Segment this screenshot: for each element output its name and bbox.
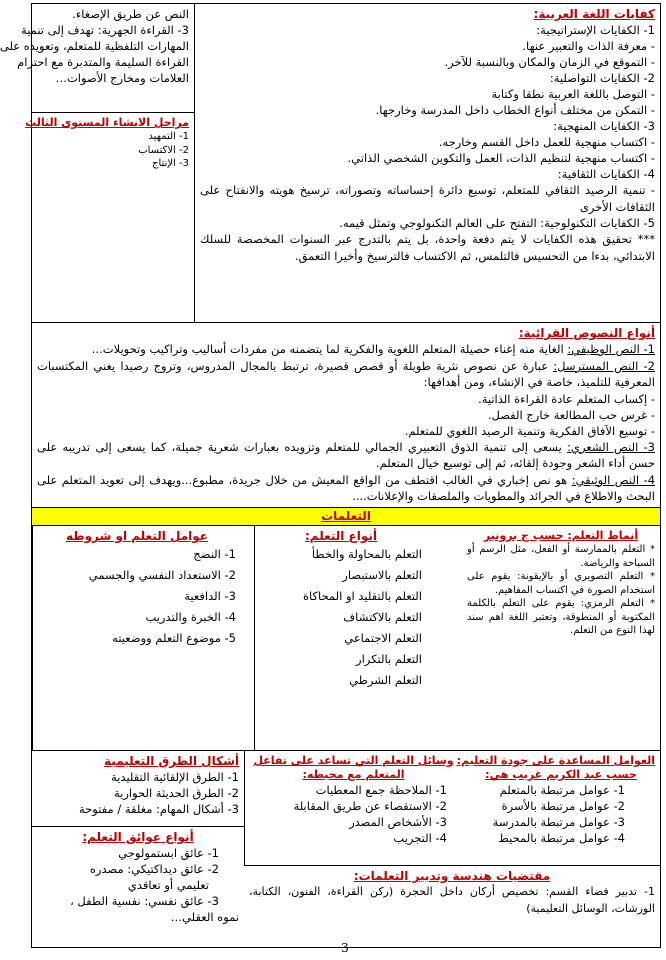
quality-item: 2- عوامل مرتبطة بالأسرة bbox=[501, 799, 625, 813]
learning-factors-column bbox=[32, 526, 254, 750]
note-text: *** تحقيق هذه الكفايات لا يتم دفعة واحدة، بل يتم بالتدرج عبر السنوات المخصصة للسلك الابتدائي، بدءا من التحسيس فالتلمس، ثم الاكتساب فالترسيخ وأخيرا التعمق. bbox=[200, 232, 655, 263]
learning-styles-title: أنماط التعلم: حسب ج برونير bbox=[483, 529, 639, 542]
learning-style-item: * التعلم الرمزي: يقوم على التعلم بالكلمة المكتوبة أو المنطوقة، وتعتبر اللغة اهم سند لهذا النوع من التعلم. bbox=[467, 598, 655, 636]
learning-type-item: التعلم بالاكتشاف bbox=[343, 610, 422, 624]
method-item: 1- الطرق الإلقائية التقليدية bbox=[111, 770, 239, 784]
means-item: 3- الأشخاص المصدر bbox=[349, 815, 447, 829]
documentary-text-label: 4- النص الوثيقي: bbox=[571, 472, 656, 487]
continuous-text-label: 2- النص المسترسل: bbox=[553, 358, 655, 373]
learnings-band: التعلمات bbox=[32, 508, 660, 526]
competency-line: 3- الكفايات المنهجية: bbox=[553, 119, 655, 133]
text-line: 3- القراءة الجهرية: تهدف إلى تنمية bbox=[21, 23, 189, 37]
stage-item: 2- الاكتساب bbox=[138, 144, 189, 156]
means-subtitle: المتعلم مع محيطه: bbox=[302, 768, 405, 781]
poetic-text-label: 3- النص الشعري: bbox=[567, 439, 655, 454]
poetic-text-desc: يسعى إلى تنمية الذوق التعبيري الجمالي للمتعلم وتزويده بعبارات شعرية جميلة، كما يسعى إلى تدريبه على حسن أداء الشعر وجودة إلقائه، ثم إلى توسيع خيال المتعلم. bbox=[37, 439, 655, 470]
obstacle-item: تعليمي أو تعاقدي bbox=[127, 878, 209, 892]
text-line: النص عن طريق الإصغاء. bbox=[72, 7, 189, 21]
functional-text-desc: الغاية منه إغناء حصيلة المتعلم اللغوية والفكرية لما يتضمنه من مفردات أساليب وتراكيب وتحويلات... bbox=[91, 342, 564, 356]
competency-line: - التمكن من مختلف أنواع الخطاب داخل المدرسة وخارجها. bbox=[375, 103, 655, 117]
learning-type-item: التعلم بالتقليد او المحاكاة bbox=[303, 589, 422, 603]
learning-factor-item: 4- الخبرة والتدريب bbox=[145, 610, 236, 624]
text-line: المهارات التلفظية للمتعلم، وتعويده على bbox=[0, 39, 189, 53]
text-line: القراءة السليمة والمتدبرة مع احترام bbox=[17, 55, 189, 69]
competencies-title: كفايات اللغة العربية: bbox=[533, 7, 655, 21]
means-title: وسائل التعلم التي تساعد على تفاعل bbox=[253, 754, 454, 767]
stage-item: 1- التمهيد bbox=[148, 131, 189, 142]
goal-item: - توسيع الآفاق الفكرية وتنمية الرصيد اللغوي للمتعلم. bbox=[404, 423, 655, 438]
learning-factors-title: عوامل التعلم او شروطه bbox=[66, 529, 208, 543]
learning-factor-item: 5- موضوع التعلم ووضعيته bbox=[112, 631, 236, 645]
obstacles-title: أنواع عوائق التعلم: bbox=[82, 830, 194, 844]
bottom-left-block bbox=[31, 751, 244, 947]
methods-box bbox=[32, 751, 244, 827]
quality-item: 3- عوامل مرتبطة بالمدرسة bbox=[492, 815, 625, 829]
method-item: 3- أشكال المهام: مغلقة / مفتوحة bbox=[79, 802, 239, 816]
stages-title: مراحل الانشاء المستوى الثالث bbox=[25, 116, 189, 129]
competency-line: - اكتساب منهجية لتنظيم الذات، العمل والتكوين الشخصي الذاتي. bbox=[347, 151, 655, 165]
quality-title: العوامل المساعدة على جودة التعليم: bbox=[456, 754, 655, 767]
competency-line: 1- الكفايات الإستراتيجية: bbox=[536, 23, 655, 37]
means-item: 2- الاستقصاء عن طريق المقابلة bbox=[293, 799, 447, 813]
competencies-column bbox=[194, 4, 660, 322]
learning-types-column bbox=[254, 526, 462, 750]
engineering-box bbox=[244, 866, 660, 947]
learning-means-box bbox=[244, 751, 462, 865]
learning-styles-column bbox=[462, 526, 660, 750]
tech-line: 5- الكفايات التكنولوجية: التفتح على العالم التكنولوجي وتمثل قيمه. bbox=[339, 216, 655, 230]
text-types-body bbox=[32, 323, 660, 507]
obstacle-item: 3- عائق نفسي: نفسية الطفل ، bbox=[70, 894, 219, 908]
learning-type-item: التعلم بالتكرار bbox=[356, 652, 422, 666]
bottom-section bbox=[32, 751, 660, 947]
text-types-section bbox=[32, 323, 660, 508]
culture-text: - تنمية الرصيد الثقافي للمتعلم، توسيع دائرة إحساساته وتصوراته، ترسيخ هويته والانفتاح على الثقافات الأخرى bbox=[200, 183, 655, 214]
competency-line: 2- الكفايات التواصلية: bbox=[549, 71, 655, 85]
means-item: 4- التجريب bbox=[393, 831, 447, 845]
obstacles-box bbox=[32, 827, 244, 947]
competency-line: 4- الكفايات الثقافية: bbox=[557, 167, 655, 181]
learning-style-item: * التعلم التصويري أو بالإيقونة: يقوم على استخدام الصورة في اكتساب المفاهيم. bbox=[467, 571, 655, 596]
goal-item: - غرس حب المطالعة خارج الفصل. bbox=[487, 407, 655, 422]
learning-type-item: التعلم الشرطي bbox=[349, 673, 422, 687]
document-page bbox=[0, 3, 661, 948]
learning-style-item: * التعلم بالممارسة أو الفعل، مثل الرسم أو السباحة والرياضة. bbox=[467, 544, 655, 569]
competency-line: - التموقع في الزمان والمكان وبالنسبة للآخر. bbox=[444, 55, 655, 69]
goal-item: - إكساب المتعلم عادة القراءة الذاتية. bbox=[478, 391, 655, 406]
learning-type-item: التعلم الاجتماعي bbox=[344, 631, 422, 645]
learnings-section bbox=[32, 526, 660, 751]
learning-type-item: التعلم بالاستبصار bbox=[342, 568, 422, 582]
learning-factor-item: 3- الدافعية bbox=[184, 589, 236, 603]
methods-title: أشكال الطرق التعليمية bbox=[104, 754, 239, 768]
text-line: العلامات ومخارج الأصوات… bbox=[55, 71, 189, 85]
quality-item: 4- عوامل مرتبطة بالمحيط bbox=[498, 831, 625, 845]
obstacle-item: 2- عائق ديداكتيكي: مصدره bbox=[89, 862, 219, 876]
competency-line: - التوصل باللغة العربية نطقا وكتابة bbox=[491, 87, 655, 101]
obstacle-item: نموه العقلي… bbox=[170, 910, 239, 924]
learning-factor-item: 1- النضج bbox=[193, 547, 236, 561]
engineering-title: مقتضيات هندسة وتدبير التعلمات: bbox=[353, 869, 551, 883]
stages-box bbox=[25, 112, 194, 174]
stage-item: 3- الإنتاج bbox=[152, 158, 189, 169]
documentary-text-desc: هو نص إخباري في الغالب اقتطف من الواقع المعيش من خلال جريدة، مطبوع...ويهدف إلى تعويد المتعلم على البحث والاطلاع في الجرائد والمطويات والملصقات والإعلانات.... bbox=[37, 472, 655, 503]
competency-line: - اكتساب منهجية للعمل داخل القسم وخارجه. bbox=[438, 135, 655, 149]
obstacle-item: 1- عائق ابستمولوجي bbox=[118, 846, 219, 860]
learning-factor-item: 2- الاستعداد النفسي والجسمي bbox=[88, 568, 236, 582]
means-item: 1- الملاحظة جمع المعطيات bbox=[315, 783, 447, 797]
learning-types-title: أنواع التعلم: bbox=[304, 529, 378, 543]
quality-factors-box bbox=[456, 751, 660, 865]
text-types-title: أنواع النصوص القرائية: bbox=[518, 326, 655, 340]
learning-type-item: التعلم بالمحاولة والخطأ bbox=[311, 547, 422, 561]
functional-text-label: 1- النص الوظيفي: bbox=[567, 342, 655, 356]
page-number: 3 bbox=[341, 941, 349, 955]
bottom-right-block bbox=[244, 751, 660, 947]
quality-subtitle: حسب عبد الكريم غريب هي: bbox=[485, 768, 637, 781]
quality-item: 1- عوامل مرتبطة بالمتعلم bbox=[499, 783, 625, 797]
method-item: 2- الطرق الحديثة الحوارية bbox=[113, 786, 239, 800]
competency-line: - معرفة الذات والتعبير عنها. bbox=[522, 39, 655, 53]
continuous-text-desc: عبارة عن نصوص نثرية طويلة أو قصص قصيرة، ترتبط بالمجال المدروس، وتروج رصيدا يغني المكتسبات المعرفية للتلميذ، خاصة في الإنشاء، ومن أهدافها: bbox=[37, 358, 655, 389]
engineering-text: 1- تدبير فضاء القسم: تخصيص أركان داخل الحجرة (ركن القراءة، الفنون، الكتابة، الورشات، الوسائل التعليمية) bbox=[249, 885, 655, 915]
